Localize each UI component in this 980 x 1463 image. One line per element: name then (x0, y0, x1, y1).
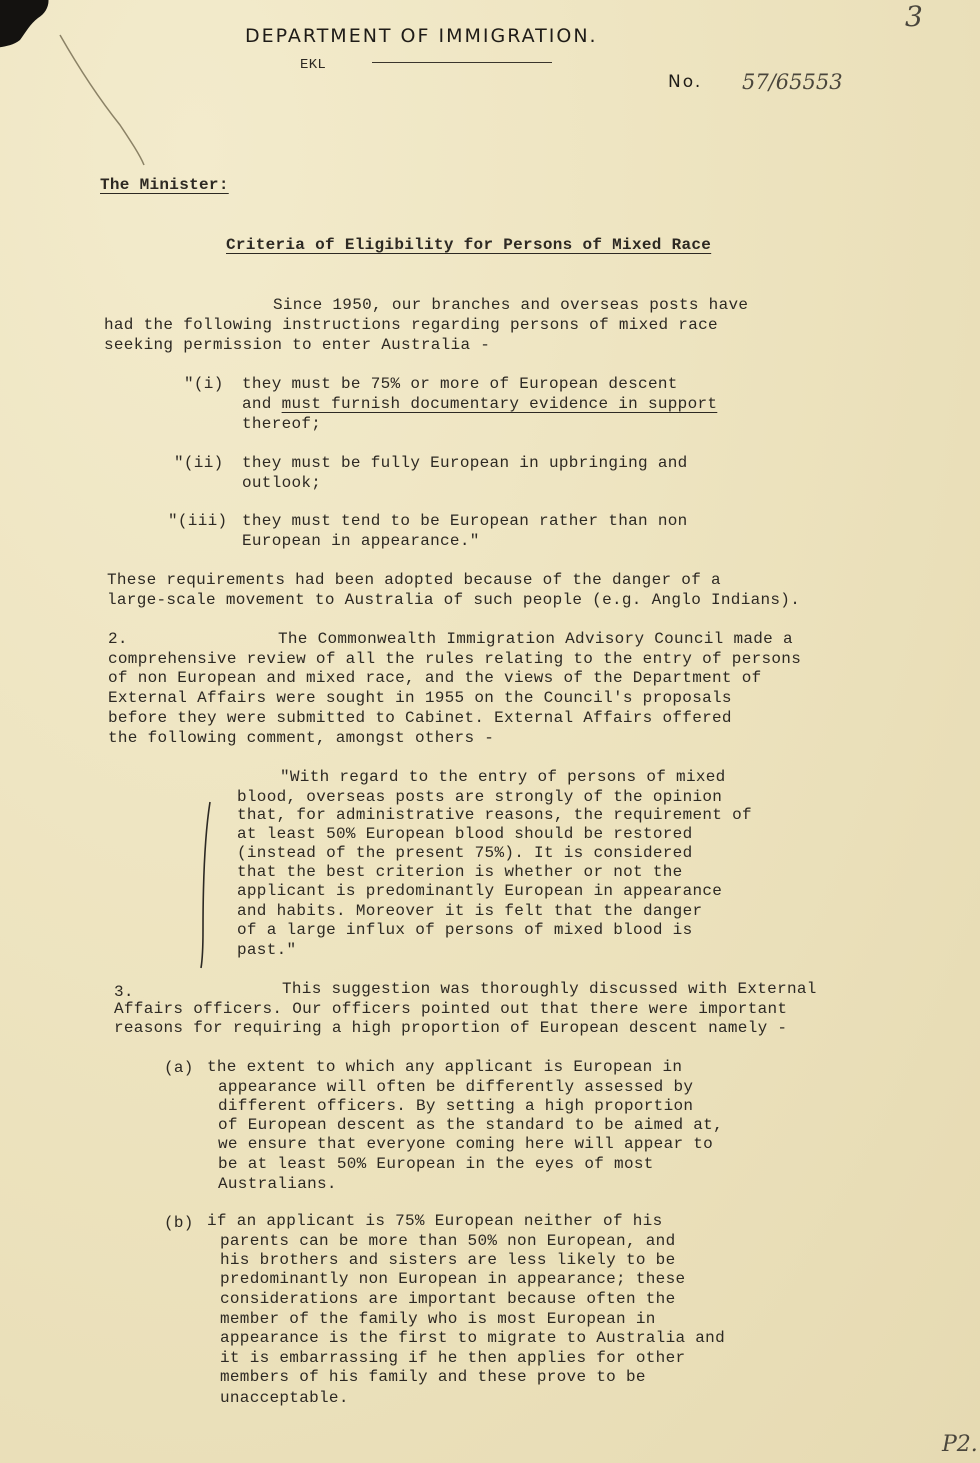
reason-b-line: parents can be more than 50% non European, and (220, 1232, 676, 1250)
department-heading: DEPARTMENT OF IMMIGRATION. (245, 25, 598, 47)
reason-b-mark: (b) (164, 1214, 194, 1232)
criterion-i-line2 (242, 395, 717, 415)
quote-line: that, for administrative reasons, the requirement of (237, 806, 752, 824)
next-page-mark: P2. (942, 1432, 978, 1457)
quote-line: at least 50% European blood should be restored (237, 825, 693, 843)
para2-line: the following comment, amongst others - (108, 729, 495, 747)
criterion-iii-mark: "(iii) (168, 512, 228, 530)
para2-line: before they were submitted to Cabinet. External Affairs offered (108, 709, 732, 727)
para2-line: of non European and mixed race, and the views of the Department of (108, 669, 762, 687)
para3-line: Affairs officers. Our officers pointed out that there were important (114, 1000, 788, 1018)
quote-line: of a large influx of persons of mixed blood is (237, 921, 693, 939)
reason-a-line: appearance will often be differently assessed by (218, 1078, 694, 1096)
criterion-ii-line: they must be fully European in upbringing and (242, 454, 688, 472)
para3-line: reasons for requiring a high proportion of European descent namely - (114, 1019, 788, 1037)
reason-b-line: member of the family who is most European in (220, 1310, 656, 1328)
criterion-ii-mark: "(ii) (174, 454, 224, 472)
criterion-i-underlined: must furnish documentary evidence in support (281, 395, 718, 413)
quote-line: "With regard to the entry of persons of mixed (280, 768, 726, 786)
para3-number: 3. (114, 983, 134, 1001)
page-number-mark: 3 (905, 0, 923, 33)
reason-b-line: if an applicant is 75% European neither of his (207, 1212, 663, 1230)
reason-b-line: members of his family and these prove to be (220, 1368, 646, 1386)
criterion-i-mark: "(i) (184, 375, 224, 393)
quote-line: applicant is predominantly European in appearance (237, 882, 723, 900)
criterion-i-line: they must be 75% or more of European descent (242, 375, 678, 393)
reason-b-line: unacceptable. (220, 1389, 349, 1407)
reason-b-line: it is embarrassing if he then applies for other (220, 1349, 686, 1367)
para1-line: Since 1950, our branches and overseas posts have (273, 296, 749, 314)
criterion-ii-line: outlook; (242, 474, 322, 492)
para2-number: 2. (108, 630, 128, 648)
reason-a-line: the extent to which any applicant is European in (207, 1058, 683, 1076)
reason-b-line: predominantly non European in appearance; these (220, 1270, 686, 1288)
addressee: The Minister: (100, 176, 229, 194)
paper-crease (40, 30, 150, 170)
reason-a-line: be at least 50% European in the eyes of most (218, 1155, 654, 1173)
criterion-iii-line: European in appearance." (242, 532, 480, 550)
para1-close-line: These requirements had been adopted because of the danger of a (107, 571, 721, 589)
header-rule (372, 62, 552, 63)
quote-line: (instead of the present 75%). It is considered (237, 844, 693, 862)
file-number-label: No. (668, 72, 703, 92)
para2-line: External Affairs were sought in 1955 on the Council's proposals (108, 689, 732, 707)
para1-line: seeking permission to enter Australia - (104, 336, 491, 354)
file-number: 57/65553 (742, 70, 843, 94)
quote-line: and habits. Moreover it is felt that the danger (237, 902, 703, 920)
criterion-iii-line: they must tend to be European rather than non (242, 512, 688, 530)
para2-line: The Commonwealth Immigration Advisory Council made a (278, 630, 793, 648)
reason-a-line: of European descent as the standard to be aimed at, (218, 1116, 723, 1134)
subject-title: Criteria of Eligibility for Persons of Mixed Race (226, 236, 712, 254)
reason-a-line: different officers. By setting a high proportion (218, 1097, 694, 1115)
criterion-i-line: thereof; (242, 415, 322, 433)
quote-line: that the best criterion is whether or not the (237, 863, 683, 881)
quote-line: past." (237, 941, 297, 959)
para2-line: comprehensive review of all the rules relating to the entry of persons (108, 650, 802, 668)
typist-initials: EKL (300, 57, 327, 73)
margin-bracket-mark (198, 800, 212, 970)
criterion-i-line2-plain: and (242, 395, 282, 413)
reason-a-line: Australians. (218, 1175, 337, 1193)
reason-b-line: considerations are important because often the (220, 1290, 676, 1308)
reason-a-mark: (a) (164, 1059, 194, 1077)
reason-b-line: his brothers and sisters are less likely to be (220, 1251, 676, 1269)
reason-b-line: appearance is the first to migrate to Australia and (220, 1329, 725, 1347)
reason-a-line: we ensure that everyone coming here will appear to (218, 1135, 714, 1153)
para1-line: had the following instructions regarding persons of mixed race (104, 316, 718, 334)
para3-line: This suggestion was thoroughly discussed with External (282, 980, 817, 998)
quote-line: blood, overseas posts are strongly of the opinion (237, 788, 723, 806)
para1-close-line: large-scale movement to Australia of such people (e.g. Anglo Indians). (107, 591, 801, 609)
